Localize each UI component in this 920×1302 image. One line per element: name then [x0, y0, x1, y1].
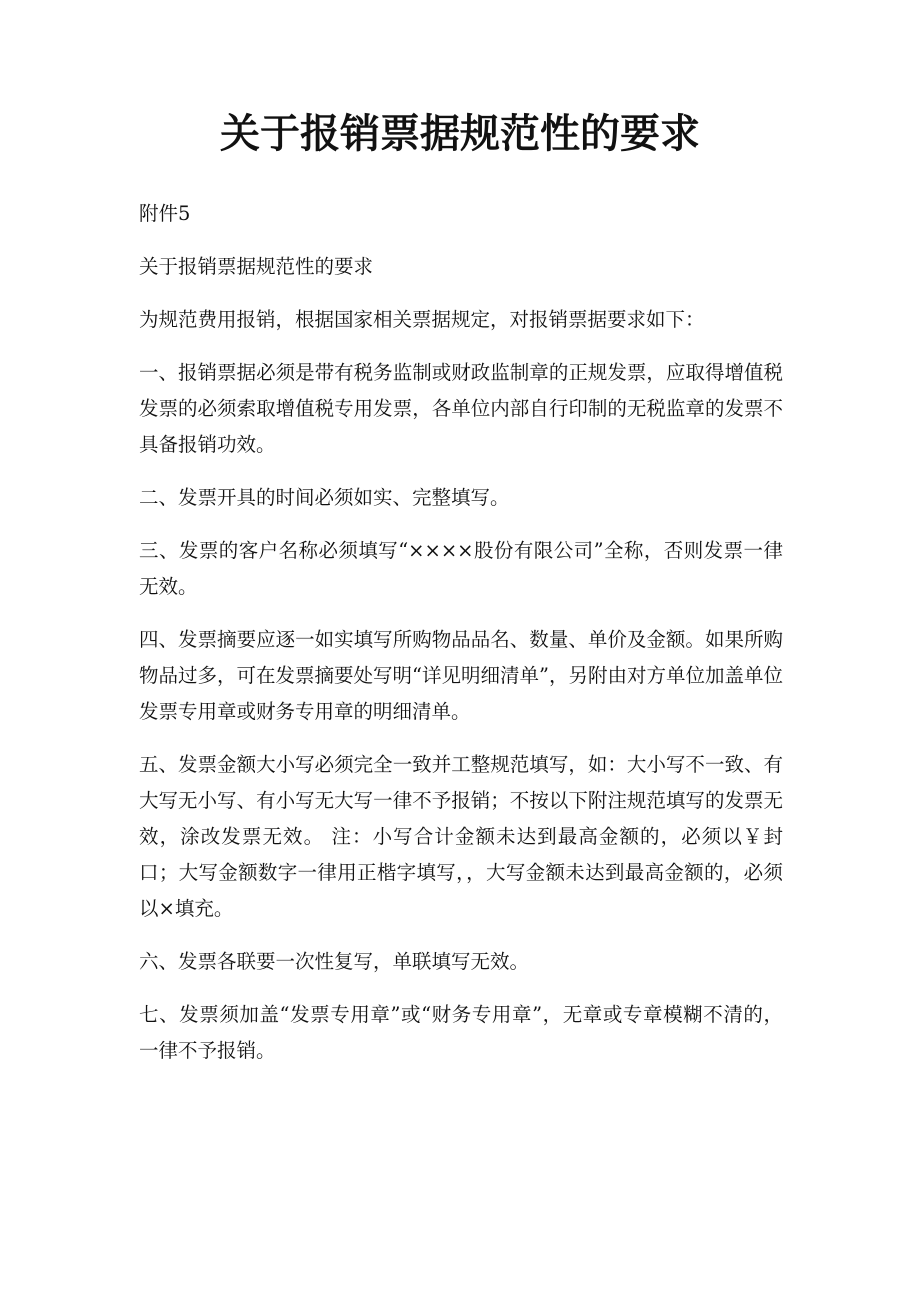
rule-6-paragraph: 六、发票各联要一次性复写，单联填写无效。 [139, 950, 530, 973]
document-body [139, 196, 783, 1086]
rule-7-paragraph: 七、发票须加盖“发票专用章”或“财务专用章”，无章或专章模糊不清的，一律不予报销。 [139, 1003, 783, 1062]
rule-2-paragraph: 二、发票开具的时间必须如实、完整填写。 [139, 486, 510, 509]
rule-4-paragraph: 四、发票摘要应逐一如实填写所购物品品名、数量、单价及金额。如果所购物品过多，可在发票摘要处写明“详见明细清单”，另附由对方单位加盖单位发票专用章或财务专用章的明细清单。 [139, 628, 783, 723]
rule-5-paragraph: 五、发票金额大小写必须完全一致并工整规范填写，如：大小写不一致、有大写无小写、有小写无大写一律不予报销；不按以下附注规范填写的发票无效，涂改发票无效。 注：小写合计金额未达到最高金额的，必须以￥封口；大写金额数字一律用正楷字填写，，大写金额未达到最高金额的，必须以×填充。 [139, 753, 783, 920]
document-title: 关于报销票据规范性的要求 [220, 110, 700, 157]
rule-3-paragraph: 三、发票的客户名称必须填写“××××股份有限公司”全称，否则发票一律无效。 [139, 539, 783, 598]
intro-paragraph: 为规范费用报销，根据国家相关票据规定，对报销票据要求如下： [139, 308, 705, 331]
rule-1-paragraph: 一、报销票据必须是带有税务监制或财政监制章的正规发票，应取得增值税发票的必须索取增值税专用发票，各单位内部自行印制的无税监章的发票不具备报销功效。 [139, 361, 783, 456]
subtitle: 关于报销票据规范性的要求 [139, 255, 374, 278]
attachment-label: 附件5 [139, 202, 191, 225]
